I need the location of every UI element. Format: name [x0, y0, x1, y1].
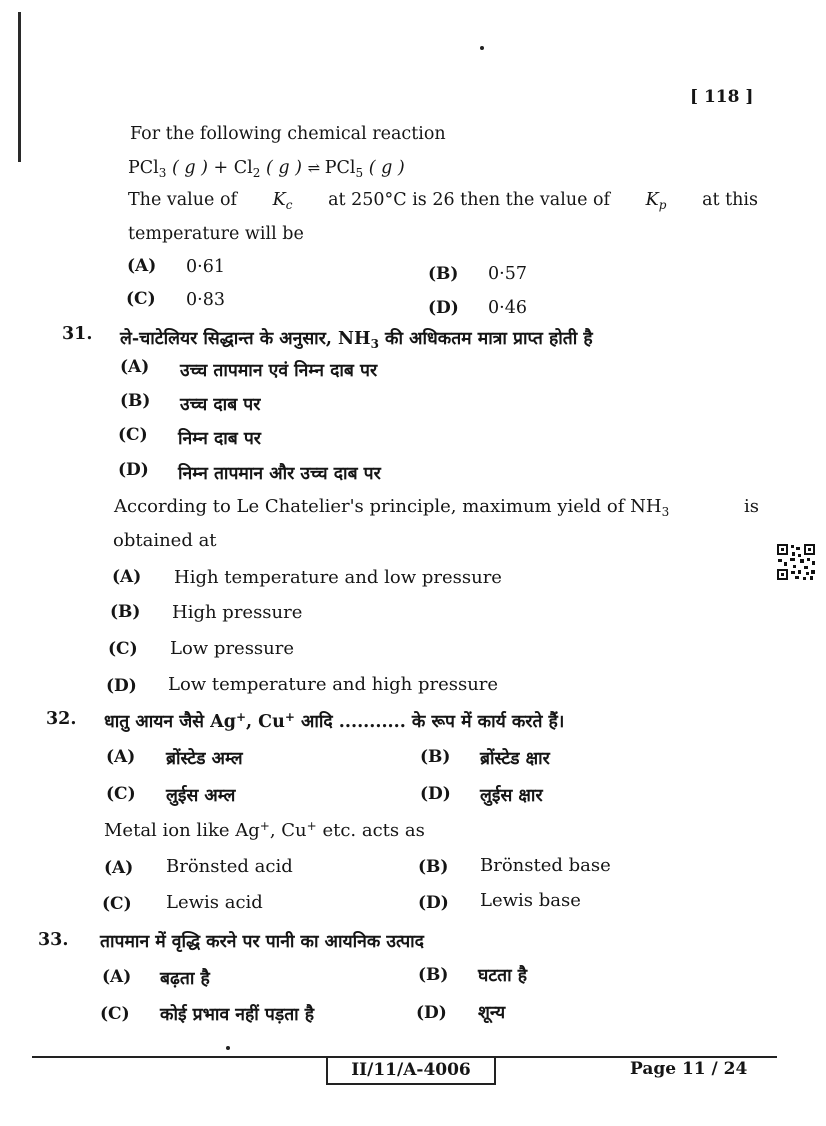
q33-hindi-stem: तापमान में वृद्धि करने पर पानी का आयनिक उत्पाद: [100, 932, 424, 952]
q31-english-option-d-label: (D): [106, 676, 137, 696]
equilibrium-arrow-icon: ⇌: [307, 159, 320, 177]
q31-hindi-option-d-label: (D): [118, 460, 149, 480]
q32-english-option-b-label: (B): [418, 857, 449, 877]
speck-mark: [480, 46, 484, 50]
q32-english-option-d-text: Lewis base: [480, 890, 581, 911]
q33-option-d-text: शून्य: [478, 1003, 506, 1023]
q32-english-option-c-text: Lewis acid: [166, 892, 263, 913]
paper-code: II/11/A-4006: [326, 1057, 496, 1085]
q32-english-option-a-text: Brönsted acid: [166, 856, 293, 877]
q33-option-c-text: कोई प्रभाव नहीं पड़ता है: [160, 1005, 315, 1025]
q32-hindi-stem: धातु आयन जैसे Ag+, Cu+ आदि ........... के रूप में कार्य करते हैं।: [104, 710, 565, 732]
q30-option-b-label: (B): [428, 264, 459, 284]
q33-option-b-text: घटता है: [478, 966, 528, 986]
q33-option-a-text: बढ़ता है: [160, 969, 210, 989]
q32-english-option-c-label: (C): [102, 894, 132, 914]
q32-english-option-a-label: (A): [104, 858, 134, 878]
q32-hindi-option-d-text: लुईस क्षार: [480, 786, 543, 806]
q31-number: 31.: [62, 324, 93, 344]
q33-option-b-label: (B): [418, 965, 449, 985]
q31-hindi-option-c-label: (C): [118, 425, 148, 445]
q31-english-option-a-label: (A): [112, 567, 142, 587]
q30-stem-line1: The value of $K_c$ at 250°C is 26 then the value of $K_p$ at this: [128, 190, 758, 212]
q33-option-a-label: (A): [102, 967, 132, 987]
q30-option-a-text: 0·61: [186, 257, 225, 277]
q32-english-option-b-text: Brönsted base: [480, 855, 611, 876]
q30-reaction: PCl$_3$ ( g ) + $Cl_2$ ( g ) ⇌ PCl$_5$ ( g ): [128, 158, 405, 180]
q31-english-stem-line1: According to Le Chatelier's principle, maximum yield of $NH_3$ is: [114, 496, 759, 519]
q32-hindi-option-d-label: (D): [420, 784, 451, 804]
q31-english-option-b-label: (B): [110, 602, 141, 622]
q31-hindi-stem: ले-चाटेलियर सिद्धान्त के अनुसार, $NH_3$ की अधिकतम मात्रा प्राप्त होती है: [120, 329, 593, 351]
page-number: [ 118 ]: [690, 87, 754, 107]
q32-hindi-option-a-label: (A): [106, 747, 136, 767]
q31-english-option-a-text: High temperature and low pressure: [174, 567, 502, 588]
q31-english-option-c-text: Low pressure: [170, 638, 295, 659]
q30-option-d-label: (D): [428, 298, 459, 318]
q33-option-c-label: (C): [100, 1004, 130, 1024]
q30-option-a-label: (A): [127, 256, 157, 276]
left-margin-rule: [18, 12, 21, 162]
q32-english-stem: Metal ion like Ag+, Cu+ etc. acts as: [104, 819, 425, 841]
q32-english-option-d-label: (D): [418, 893, 449, 913]
q31-hindi-option-b-text: उच्च दाब पर: [180, 395, 261, 415]
q30-option-d-text: 0·46: [488, 298, 527, 318]
q31-hindi-option-c-text: निम्न दाब पर: [178, 429, 261, 449]
q30-option-c-label: (C): [126, 289, 156, 309]
q32-number: 32.: [46, 709, 77, 729]
q30-intro: For the following chemical reaction: [130, 124, 446, 144]
q32-hindi-option-b-label: (B): [420, 747, 451, 767]
q32-hindi-option-c-label: (C): [106, 784, 136, 804]
qr-code-icon: [776, 543, 816, 581]
q31-english-option-b-text: High pressure: [172, 602, 303, 623]
q31-hindi-option-a-label: (A): [120, 357, 150, 377]
speck-mark: [226, 1046, 230, 1050]
q31-english-option-c-label: (C): [108, 639, 138, 659]
q30-stem-line2: temperature will be: [128, 224, 304, 244]
q31-hindi-option-a-text: उच्च तापमान एवं निम्न दाब पर: [180, 361, 378, 381]
q32-hindi-option-b-text: ब्रोंस्टेड क्षार: [480, 749, 550, 769]
q31-english-option-d-text: Low temperature and high pressure: [168, 674, 499, 695]
q32-hindi-option-c-text: लुईस अम्ल: [166, 786, 236, 806]
q33-option-d-label: (D): [416, 1003, 447, 1023]
q30-option-c-text: 0·83: [186, 290, 225, 310]
q31-english-stem-line2: obtained at: [113, 530, 217, 551]
q30-option-b-text: 0·57: [488, 264, 527, 284]
q31-hindi-option-b-label: (B): [120, 391, 151, 411]
q31-hindi-option-d-text: निम्न तापमान और उच्च दाब पर: [178, 464, 381, 484]
q33-number: 33.: [38, 930, 69, 950]
q32-hindi-option-a-text: ब्रोंस्टेड अम्ल: [166, 749, 243, 769]
page-indicator: Page 11 / 24: [630, 1059, 748, 1079]
